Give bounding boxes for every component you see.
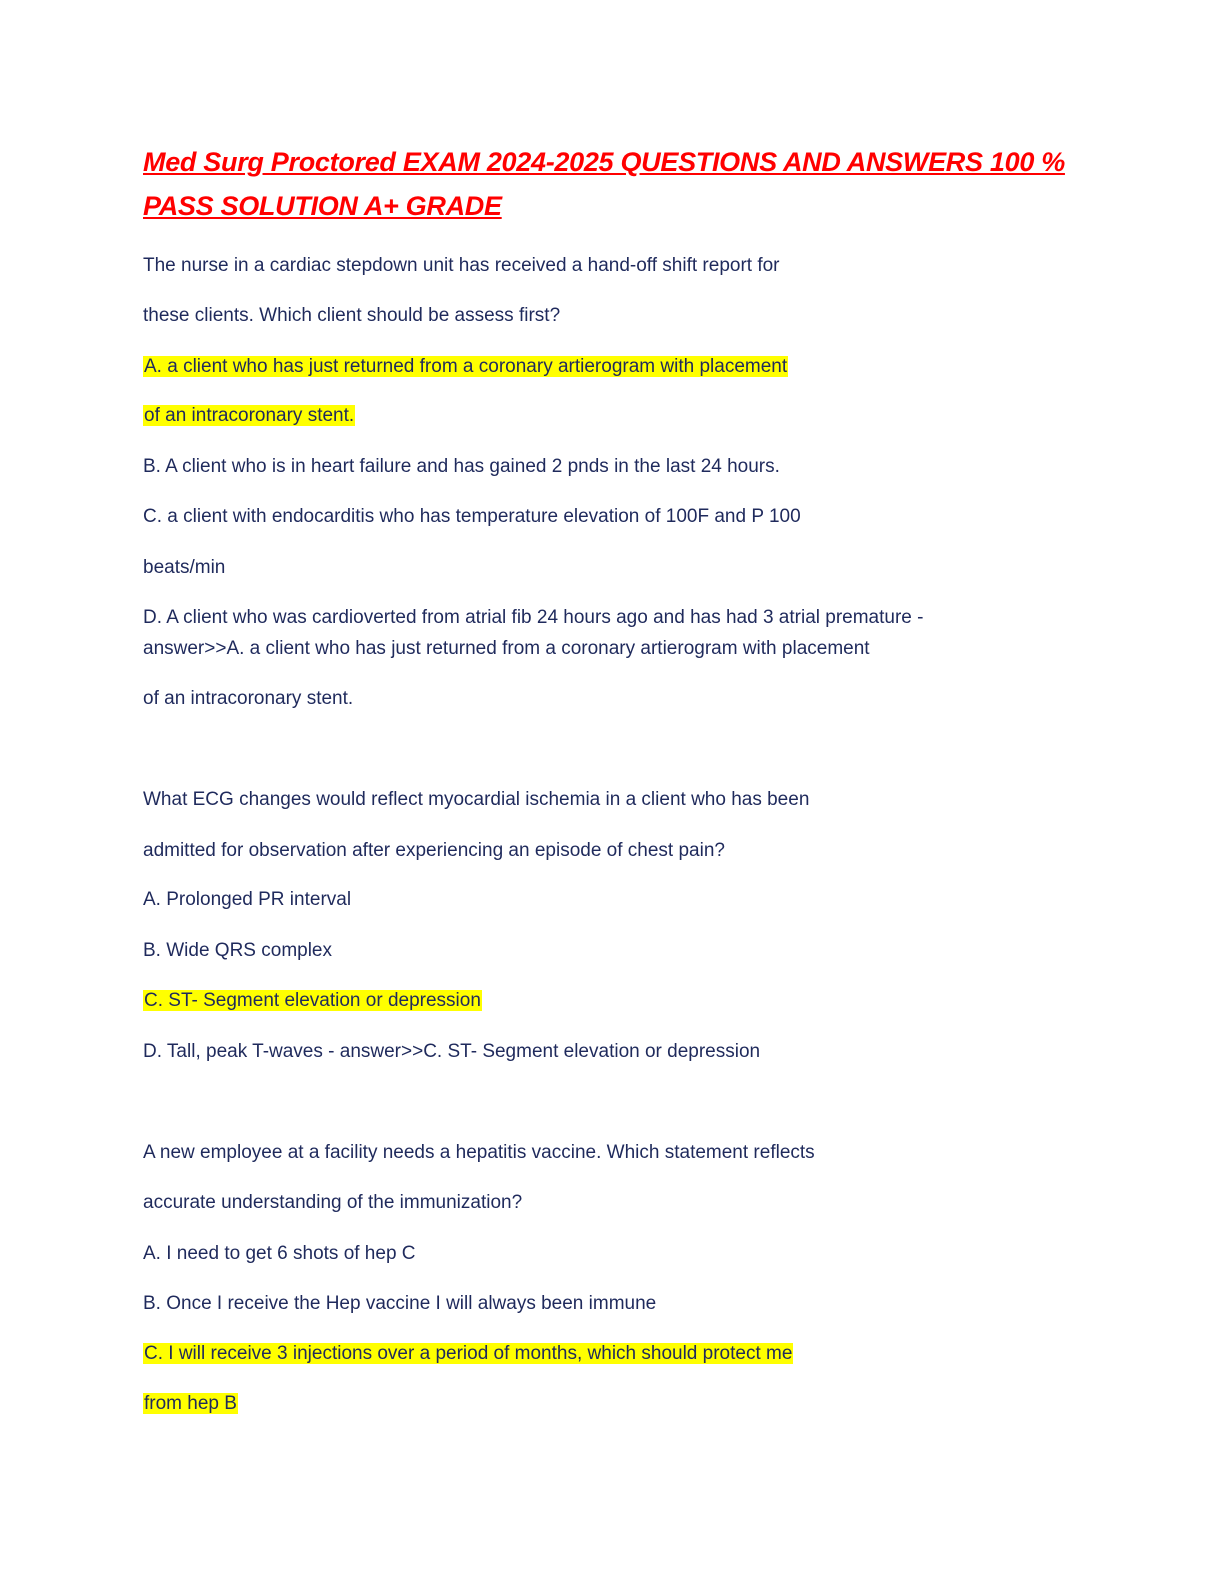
q1-stem-line-2: these clients. Which client should be assess first? [143, 305, 561, 326]
q2-option-d: D. Tall, peak T-waves - answer>>C. ST- Segment elevation or depression [143, 1041, 761, 1062]
q2-option-c-highlight: C. ST- Segment elevation or depression [144, 990, 481, 1011]
q1-option-a-line-1 [143, 354, 788, 380]
q1-option-c-line-2: beats/min [143, 557, 226, 578]
q2-option-b: B. Wide QRS complex [143, 940, 332, 961]
q3-stem-line-1: A new employee at a facility needs a hepatitis vaccine. Which statement reflects [143, 1142, 815, 1163]
q2-stem-line-1: What ECG changes would reflect myocardial ischemia in a client who has been [143, 789, 810, 810]
q2-option-c [143, 988, 482, 1014]
q3-option-c-highlight-1: C. I will receive 3 injections over a period of months, which should protect me [144, 1343, 793, 1364]
q1-option-a-highlight-2: of an intracoronary stent. [144, 405, 355, 426]
q1-answer-line-1: answer>>A. a client who has just returned from a coronary artierogram with placement [143, 638, 870, 659]
q1-option-b: B. A client who is in heart failure and has gained 2 pnds in the last 24 hours. [143, 456, 780, 477]
q1-option-a-highlight-1: A. a client who has just returned from a coronary artierogram with placement [144, 356, 788, 377]
q3-option-c-line-2 [143, 1391, 238, 1417]
q3-option-b: B. Once I receive the Hep vaccine I will always been immune [143, 1293, 657, 1314]
q1-option-c-line-1: C. a client with endocarditis who has temperature elevation of 100F and P 100 [143, 506, 801, 527]
q2-stem-line-2: admitted for observation after experiencing an episode of chest pain? [143, 840, 725, 861]
q3-option-a: A. I need to get 6 shots of hep C [143, 1243, 416, 1264]
q1-option-a-line-2 [143, 403, 355, 429]
q1-option-d: D. A client who was cardioverted from atrial fib 24 hours ago and has had 3 atrial premature - [143, 607, 924, 628]
q1-stem-line-1: The nurse in a cardiac stepdown unit has received a hand-off shift report for [143, 255, 780, 276]
page-title: Med Surg Proctored EXAM 2024-2025 QUESTIONS AND ANSWERS 100 % PASS SOLUTION A+ GRADE [143, 147, 1065, 221]
q3-option-c-line-1 [143, 1341, 793, 1367]
q1-answer-line-2: of an intracoronary stent. [143, 688, 354, 709]
q2-option-a: A. Prolonged PR interval [143, 889, 352, 910]
q3-stem-line-2: accurate understanding of the immunization? [143, 1192, 523, 1213]
q3-option-c-highlight-2: from hep B [144, 1393, 237, 1414]
